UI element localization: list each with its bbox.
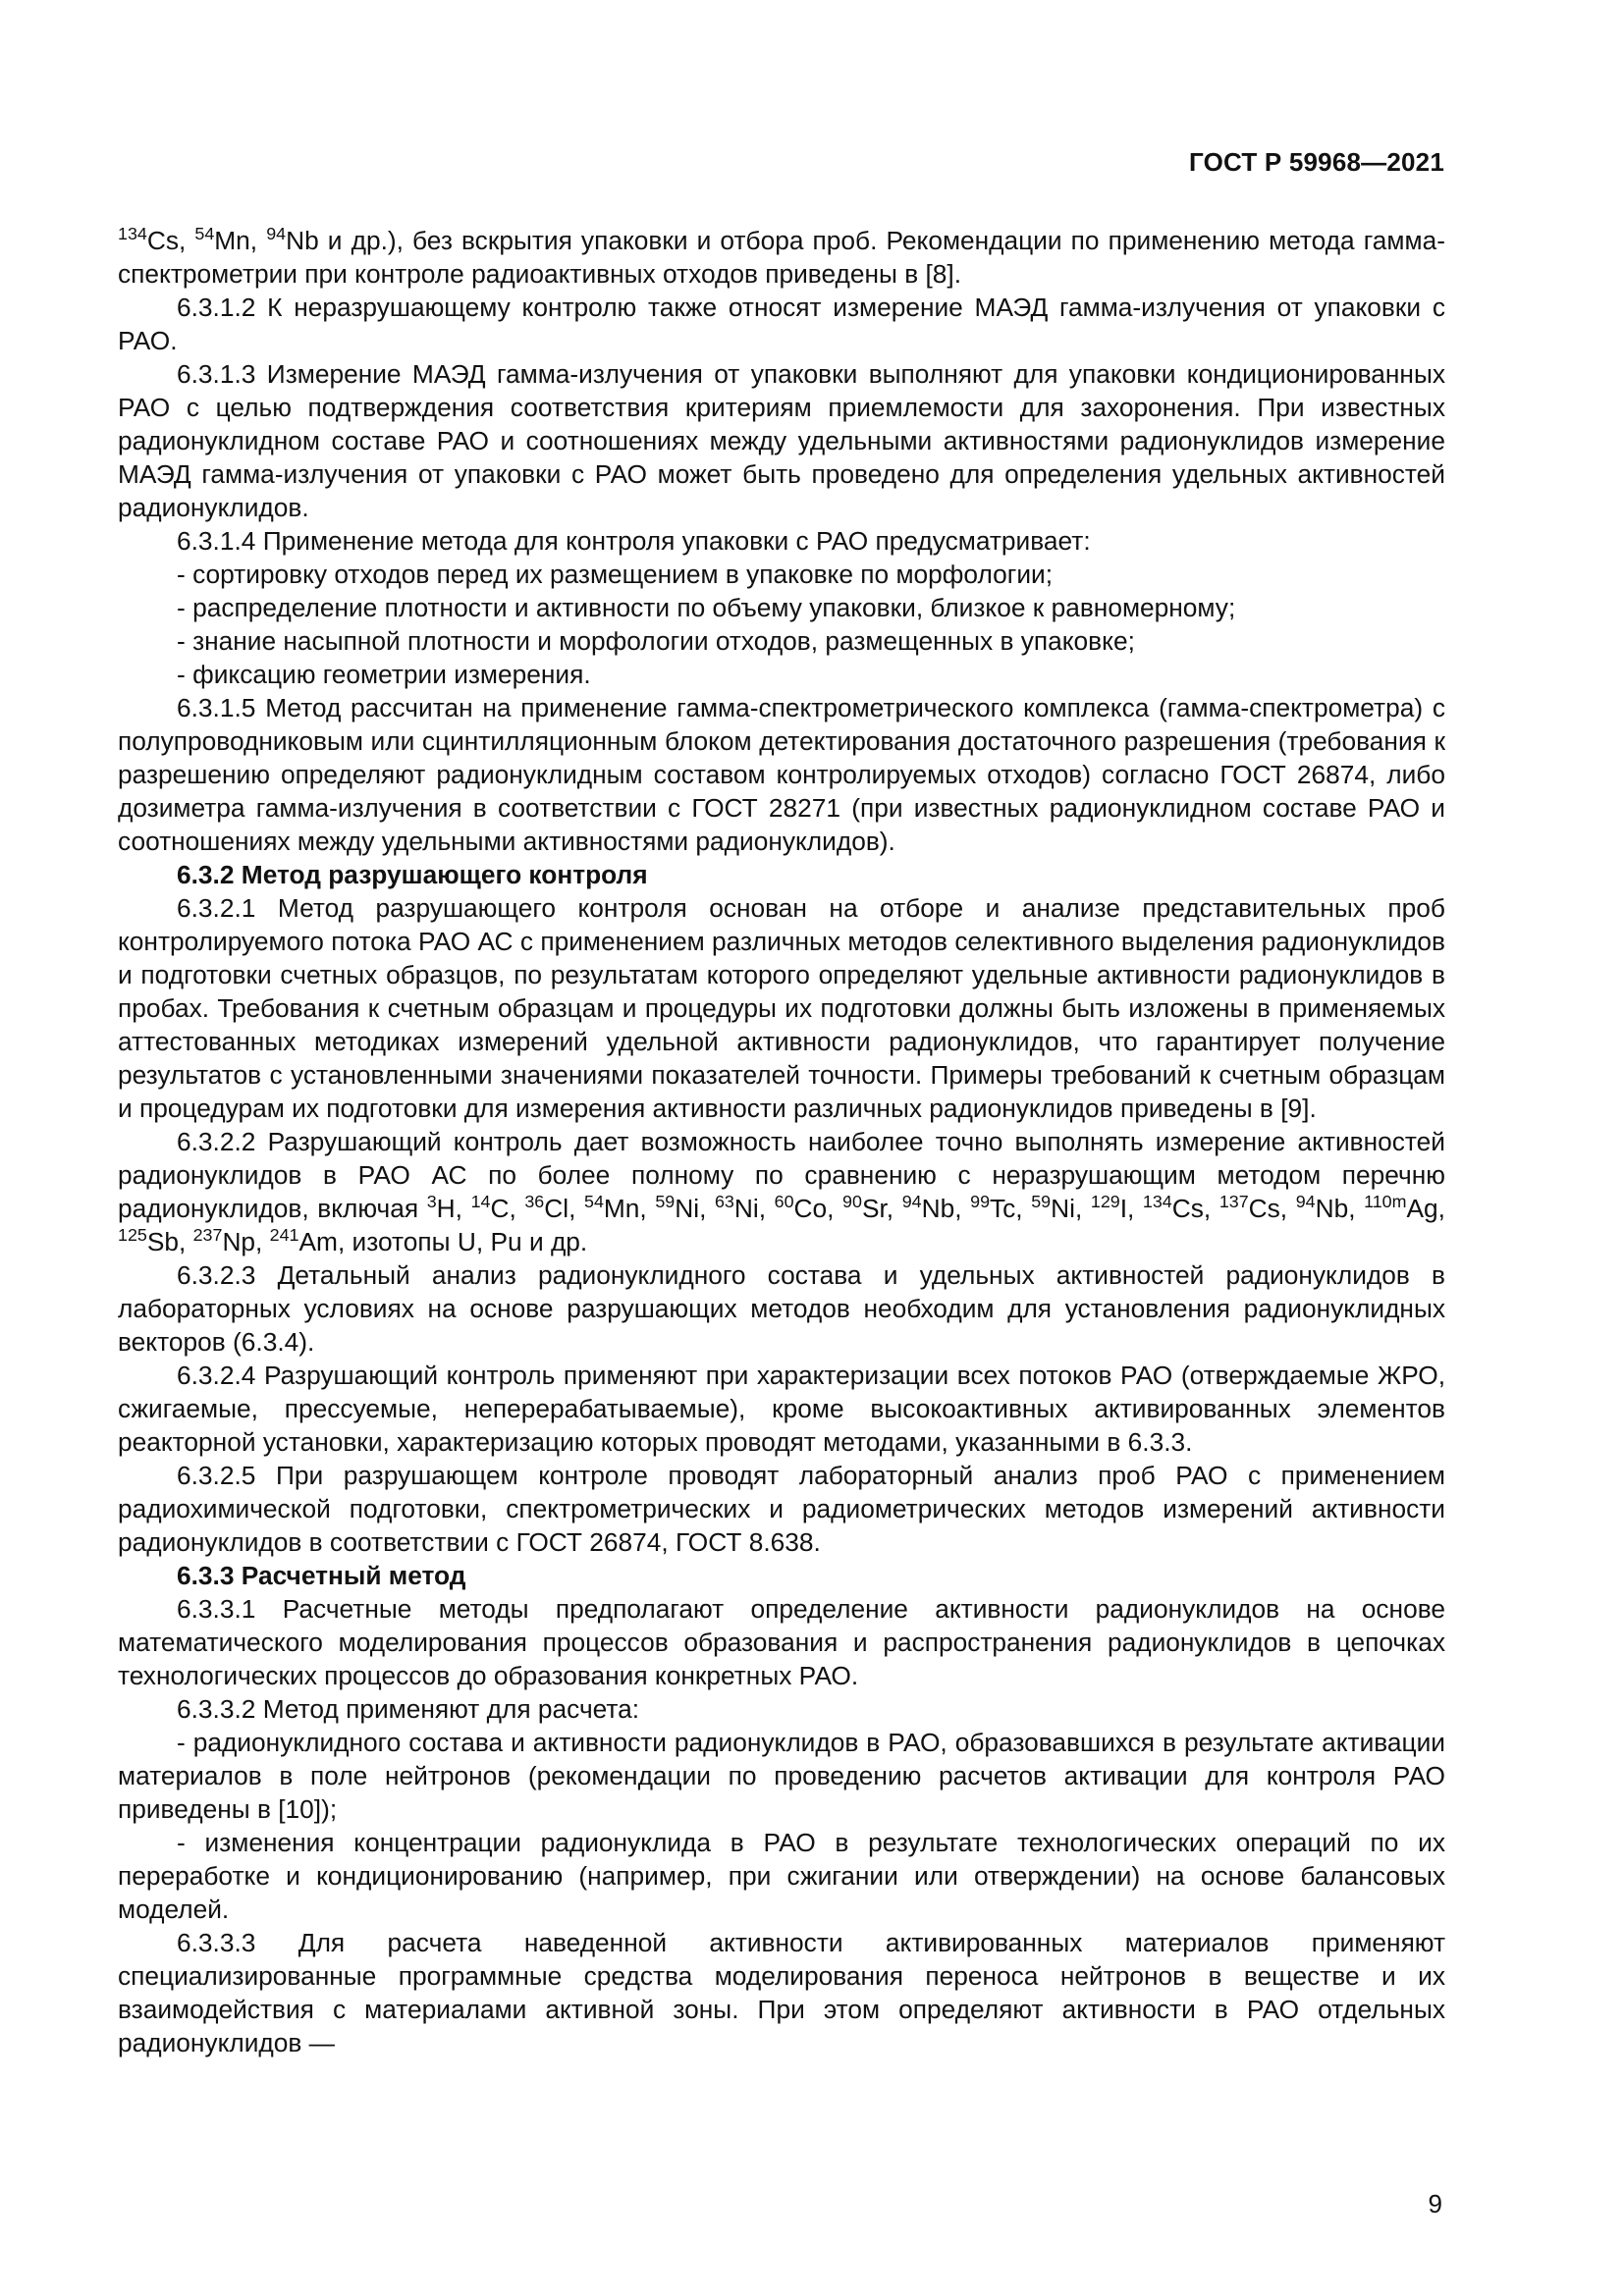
text-run: 6.3.1.5 Метод рассчитан на применение гамма-спектрометрического комплекса (гамма-спектрометра) с полупроводниковым или сцинтилляционным блоком детектирования достаточного разрешения (требования к разрешению определяют радионуклидным составом контролируемых отходов) согласно ГОСТ 26874, либо дозиметра гамма-излучения в соответствии с ГОСТ 28271 (при известных радионуклидном составе РАО и соотношениях между удельными активностями радионуклидов).: [118, 693, 1445, 856]
section-heading: [118, 858, 1445, 891]
isotope-mass-number: 237: [192, 1225, 223, 1246]
isotope-mass-number: 90: [842, 1192, 862, 1212]
text-run: Np,: [222, 1227, 270, 1256]
text-run: Sb,: [146, 1227, 193, 1256]
text-run: 6.3.1.2 К неразрушающему контролю также относят измерение МАЭД гамма-излучения от упаковки с РАО.: [118, 293, 1445, 355]
text-run: 6.3.3.1 Расчетные методы предполагают определение активности радионуклидов на основе математического моделирования процессов образования и распространения радионуклидов в цепочках технологических процессов до образования конкретных РАО.: [118, 1594, 1445, 1690]
text-run: Tc,: [990, 1194, 1032, 1223]
text-run: Ni,: [1051, 1194, 1091, 1223]
text-run: 6.3.1.4 Применение метода для контроля упаковки с РАО предусматривает:: [177, 526, 1091, 556]
document-code-header: ГОСТ Р 59968—2021: [1189, 147, 1444, 177]
body-paragraph: [118, 224, 1445, 291]
text-run: Cs,: [146, 226, 195, 255]
text-run: - знание насыпной плотности и морфологии отходов, размещенных в упаковке;: [177, 626, 1135, 656]
text-run: 6.3.3 Расчетный метод: [177, 1561, 466, 1590]
body-paragraph: [118, 1826, 1445, 1926]
text-run: Co,: [793, 1194, 843, 1223]
body-paragraph: [118, 658, 1445, 691]
text-run: Ni,: [733, 1194, 775, 1223]
text-run: - фиксацию геометрии измерения.: [177, 660, 591, 689]
text-run: 6.3.3.3 Для расчета наведенной активности активированных материалов применяют специализированные программные средства моделирования переноса нейтронов в веществе и их взаимодействия с материалами активной зоны. При этом определяют активности в РАО отдельных радионуклидов —: [118, 1928, 1445, 2057]
text-run: I,: [1119, 1194, 1143, 1223]
isotope-mass-number: 60: [774, 1192, 794, 1212]
isotope-mass-number: 110m: [1364, 1192, 1407, 1212]
body-paragraph: [118, 1726, 1445, 1826]
section-heading: [118, 1559, 1445, 1592]
isotope-mass-number: 14: [470, 1192, 491, 1212]
body-paragraph: [118, 1125, 1445, 1258]
text-run: - распределение плотности и активности по объему упаковки, близкое к равномерному;: [177, 593, 1236, 622]
text-run: 6.3.2.2 Разрушающий контроль дает возможность наиболее точно выполнять измерение активностей радионуклидов в РАО АС по более полному по сравнению с неразрушающим методом перечню радионуклидов, включая: [118, 1127, 1445, 1223]
isotope-mass-number: 3: [426, 1192, 437, 1212]
body-paragraph: [118, 558, 1445, 591]
body-paragraph: [118, 891, 1445, 1125]
isotope-mass-number: 129: [1090, 1192, 1120, 1212]
text-run: 6.3.2.1 Метод разрушающего контроля основан на отборе и анализе представительных проб контролируемого потока РАО АС с применением различных методов селективного выделения радионуклидов и подготовки счетных образцов, по результатам которого определяют удельные активности радионуклидов в пробах. Требования к счетным образцам и процедуры их подготовки должны быть изложены в применяемых аттестованных методиках измерений удельной активности радионуклидов, что гарантирует получение результатов с установленными значениями показателей точности. Примеры требований к счетным образцам и процедурам их подготовки для измерения активности различных радионуклидов приведены в [9].: [118, 893, 1445, 1123]
isotope-mass-number: 134: [118, 224, 147, 244]
body-paragraph: [118, 1459, 1445, 1559]
body-paragraph: [118, 624, 1445, 658]
text-run: - сортировку отходов перед их размещением в упаковке по морфологии;: [177, 560, 1054, 589]
isotope-mass-number: 99: [970, 1192, 991, 1212]
text-run: 6.3.2.5 При разрушающем контроле проводят лабораторный анализ проб РАО с применением радиохимической подготовки, спектрометрических и радиометрических методов измерений активности радионуклидов в соответствии с ГОСТ 26874, ГОСТ 8.638.: [118, 1461, 1445, 1557]
body-paragraph: [118, 691, 1445, 858]
text-run: Nb,: [1315, 1194, 1365, 1223]
isotope-mass-number: 137: [1218, 1192, 1249, 1212]
isotope-mass-number: 94: [901, 1192, 922, 1212]
isotope-mass-number: 134: [1142, 1192, 1172, 1212]
body-paragraph: [118, 524, 1445, 558]
text-run: Cs,: [1171, 1194, 1219, 1223]
text-run: 6.3.2.3 Детальный анализ радионуклидного состава и удельных активностей радионуклидов в лабораторных условиях на основе разрушающих методов необходим для установления радионуклидных векторов (6.3.4).: [118, 1260, 1445, 1357]
text-run: Mn,: [214, 226, 267, 255]
text-run: Sr,: [861, 1194, 902, 1223]
body-paragraph: [118, 591, 1445, 624]
text-run: C,: [490, 1194, 525, 1223]
document-body: [118, 224, 1445, 2059]
text-run: Nb и др.), без вскрытия упаковки и отбора проб. Рекомендации по применению метода гамма-спектрометрии при контроле радиоактивных отходов приведены в [8].: [118, 226, 1445, 289]
text-run: Ni,: [675, 1194, 715, 1223]
text-run: Am, изотопы U, Pu и др.: [298, 1227, 588, 1256]
body-paragraph: [118, 357, 1445, 524]
isotope-mass-number: 94: [1295, 1192, 1316, 1212]
text-run: Nb,: [921, 1194, 971, 1223]
text-run: Cl,: [544, 1194, 584, 1223]
isotope-mass-number: 125: [118, 1225, 147, 1246]
text-run: - изменения концентрации радионуклида в РАО в результате технологических операций по их переработке и кондиционированию (например, при сжигании или отверждении) на основе балансовых моделей.: [118, 1828, 1445, 1924]
isotope-mass-number: 94: [266, 224, 287, 244]
body-paragraph: [118, 1926, 1445, 2059]
text-run: - радионуклидного состава и активности радионуклидов в РАО, образовавшихся в результате активации материалов в поле нейтронов (рекомендации по проведению расчетов активации для контроля РАО приведены в [10]);: [118, 1728, 1445, 1824]
body-paragraph: [118, 1592, 1445, 1692]
page-number: 9: [1428, 2189, 1442, 2218]
isotope-mass-number: 54: [584, 1192, 604, 1212]
text-run: Mn,: [603, 1194, 656, 1223]
text-run: 6.3.2 Метод разрушающего контроля: [177, 860, 648, 889]
isotope-mass-number: 59: [1031, 1192, 1052, 1212]
body-paragraph: [118, 1258, 1445, 1359]
body-paragraph: [118, 291, 1445, 357]
text-run: 6.3.2.4 Разрушающий контроль применяют при характеризации всех потоков РАО (отверждаемые ЖРО, сжигаемые, прессуемые, неперерабатываемые), кроме высокоактивных активированных элементов реакторной установки, характеризацию которых проводят методами, указанными в 6.3.3.: [118, 1361, 1445, 1457]
text-run: 6.3.1.3 Измерение МАЭД гамма-излучения от упаковки выполняют для упаковки кондиционированных РАО с целью подтверждения соответствия критериям приемлемости для захоронения. При известных радионуклидном составе РАО и соотношениях между удельными активностями радионуклидов измерение МАЭД гамма-излучения от упаковки с РАО может быть проведено для определения удельных активностей радионуклидов.: [118, 359, 1445, 522]
isotope-mass-number: 59: [655, 1192, 676, 1212]
isotope-mass-number: 54: [194, 224, 215, 244]
text-run: H,: [436, 1194, 471, 1223]
body-paragraph: [118, 1359, 1445, 1459]
text-run: Cs,: [1248, 1194, 1296, 1223]
isotope-mass-number: 241: [269, 1225, 299, 1246]
isotope-mass-number: 36: [524, 1192, 545, 1212]
body-paragraph: [118, 1692, 1445, 1726]
isotope-mass-number: 63: [714, 1192, 734, 1212]
text-run: 6.3.3.2 Метод применяют для расчета:: [177, 1694, 640, 1724]
text-run: Ag,: [1406, 1194, 1445, 1223]
